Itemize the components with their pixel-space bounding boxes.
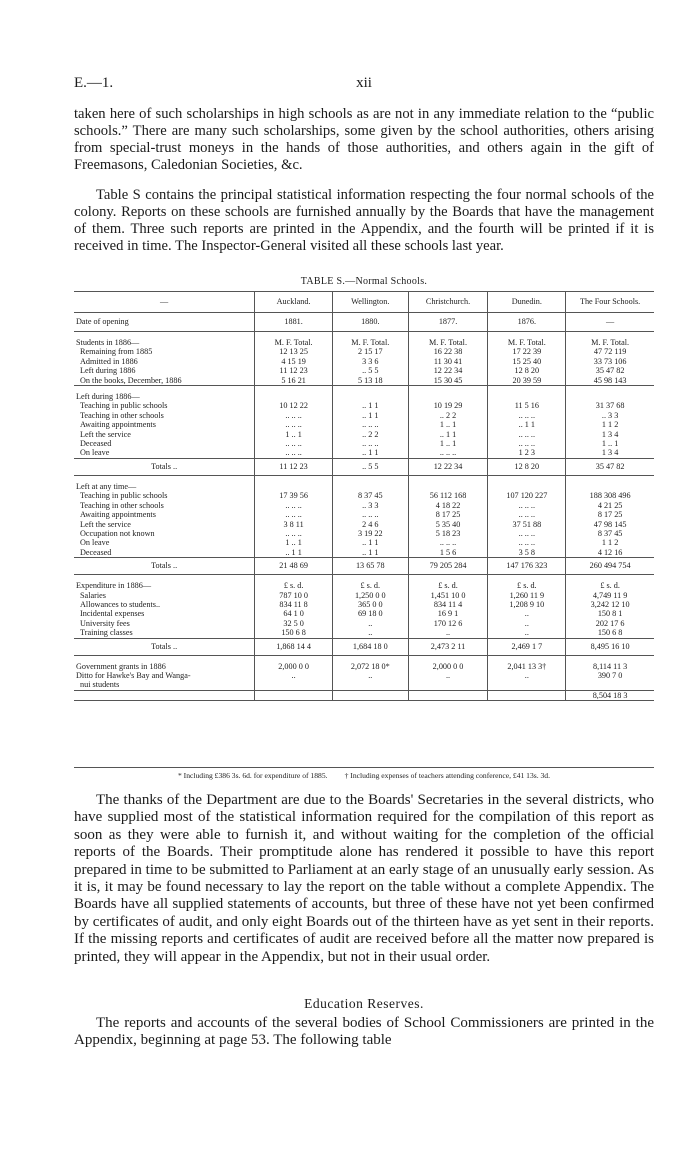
- cell-1: 1,250 0 0: [332, 591, 408, 600]
- row-label: Allowances to students..: [80, 599, 161, 609]
- left-any-time-row: [74, 510, 654, 519]
- page-number: xii: [356, 75, 372, 91]
- cell-2: .. .. ..: [408, 538, 488, 547]
- cell-0: [255, 392, 333, 401]
- students-row: [74, 376, 654, 386]
- cell-0: 2,000 0 0: [255, 662, 333, 671]
- left-any-time-row: [74, 529, 654, 538]
- cell-1: 1,684 18 0: [332, 638, 408, 655]
- cell-3: ..: [488, 619, 566, 628]
- cell-0: 1,868 14 4: [255, 638, 333, 655]
- cell-3: ..: [488, 628, 566, 638]
- left-during-row: [74, 430, 654, 439]
- cell-0: .. .. ..: [255, 411, 333, 420]
- cell-3: ..: [488, 609, 566, 618]
- cell-2: 5 35 40: [408, 520, 488, 529]
- cell-3: 17 22 39: [488, 347, 566, 356]
- cell-2: 11 30 41: [408, 357, 488, 366]
- cell-4: 1 3 4: [566, 430, 654, 439]
- row-label: Awaiting appointments: [80, 510, 156, 520]
- cell-3: 37 51 88: [488, 520, 566, 529]
- cell-1: 2 15 17: [332, 347, 408, 356]
- cell-2: 2,473 2 11: [408, 638, 488, 655]
- cell-4: 47 72 119: [566, 347, 654, 356]
- cell-2: 834 11 4: [408, 600, 488, 609]
- paragraph-scholarships: taken here of such scholarships in high schools as are not in any immediate relation to the “public schools.” There are many such scholarships, some given by the school authorities, others arising from special-trust moneys in the hands of those authorities, and others again in the gift of Freemasons, Caledonian Societies, &c.: [74, 106, 654, 173]
- cell-3: [488, 482, 566, 491]
- cell-2: 12 22 34: [408, 458, 488, 475]
- cell-0: .. .. ..: [255, 510, 333, 519]
- expenditure-row: [74, 600, 654, 609]
- cell-4: 3,242 12 10: [566, 600, 654, 609]
- row-label: Government grants in 1886: [76, 661, 166, 671]
- cell-4: 47 98 145: [566, 520, 654, 529]
- footnote-star: * Including £386 3s. 6d. for expenditure of 1885.: [177, 771, 328, 780]
- expenditure-row: [74, 609, 654, 618]
- cell-4: 31 37 68: [566, 401, 654, 410]
- row-label: On leave: [80, 538, 110, 548]
- cell-1: .. .. ..: [332, 439, 408, 448]
- cell-2: ..: [408, 671, 488, 680]
- row-label: Left during 1886: [80, 366, 136, 376]
- table-caption: TABLE S.—Normal Schools.: [300, 276, 428, 287]
- left-any-time-row: [74, 548, 654, 558]
- cell-0: 32 5 0: [255, 619, 333, 628]
- empty-cell: [74, 690, 255, 700]
- cell-0: £ s. d.: [255, 581, 333, 590]
- cell-1: .. 5 5: [332, 458, 408, 475]
- students-row: [74, 338, 654, 347]
- cell-2: £ s. d.: [408, 581, 488, 590]
- cell-3: 2,041 13 3†: [488, 662, 566, 671]
- report-code: E.—1.: [74, 75, 114, 91]
- expenditure-row: [74, 581, 654, 590]
- cell-2: .. .. ..: [408, 448, 488, 458]
- column-header: Christchurch.: [408, 292, 488, 313]
- cell-2: 170 12 6: [408, 619, 488, 628]
- grants-row: [74, 662, 654, 671]
- cell-3: [488, 680, 566, 690]
- cell-3: 1,260 11 9: [488, 591, 566, 600]
- cell-4: 1 .. 1: [566, 439, 654, 448]
- cell-1: .. .. ..: [332, 420, 408, 429]
- paragraph-table-s-intro: Table S contains the principal statistical information respecting the four normal schools of the colony. Reports on these schools are furnished annually by the Boards that have the management of them. Three such reports are printed in the Appendix, and the fourth will be printed if it is received in time. The Inspector-General visited all these schools last year.: [74, 187, 654, 254]
- paragraph-thanks: The thanks of the Department are due to the Boards' Secretaries in the several districts, who have supplied most of the statistical information required for the compilation of this report as soon as they were able to furnish it, and without waiting for the completion of the official reports of the Boards. Their promptitude alone has rendered it possible to have this report prepared in time to be submitted to Parliament at an early stage of an unusually early session. As it is, it may be found necessary to lay the report on the table without a complete Appendix. The Boards have all supplied statements of accounts, but three of these have not yet been confirmed by certificates of audit, and only eight Boards out of the thirteen have as yet sent in their reports. If the missing reports and certificates of audit are received before all the matter now prepared is printed, they will appear in the Appendix, but not in their usual order.: [74, 792, 654, 965]
- row-label: Admitted in 1886: [80, 356, 138, 366]
- cell-3: £ s. d.: [488, 581, 566, 590]
- students-row: [74, 357, 654, 366]
- cell-0: 1881.: [255, 313, 333, 332]
- cell-4: 188 308 496: [566, 491, 654, 500]
- cell-0: 17 39 56: [255, 491, 333, 500]
- cell-3: 3 5 8: [488, 548, 566, 558]
- cell-4: —: [566, 313, 654, 332]
- row-label: Teaching in public schools: [80, 491, 168, 501]
- cell-2: 4 18 22: [408, 501, 488, 510]
- column-header: The Four Schools.: [566, 292, 654, 313]
- cell-3: .. .. ..: [488, 501, 566, 510]
- cell-1: [332, 392, 408, 401]
- left-during-row: [74, 439, 654, 448]
- empty-cell: [488, 690, 566, 700]
- cell-1: M. F. Total.: [332, 338, 408, 347]
- students-row: [74, 347, 654, 356]
- row-label: Left the service: [80, 429, 131, 439]
- cell-4: [566, 680, 654, 690]
- cell-1: 13 65 78: [332, 558, 408, 575]
- grand-total-value: 8,504 18 3: [566, 690, 654, 700]
- footnote-rule: [74, 767, 654, 768]
- cell-4: 4 21 25: [566, 501, 654, 510]
- normal-schools-table: [74, 291, 654, 701]
- grants-row: [74, 680, 654, 690]
- row-label: On leave: [74, 448, 255, 458]
- cell-3: 1 2 3: [488, 448, 566, 458]
- row-label: Teaching in other schools: [80, 410, 164, 420]
- cell-0: [255, 482, 333, 491]
- cell-3: .. .. ..: [488, 510, 566, 519]
- cell-0: 4 15 19: [255, 357, 333, 366]
- row-label: Totals ..: [74, 638, 255, 655]
- cell-0: 150 6 8: [255, 628, 333, 638]
- cell-4: 1 1 2: [566, 420, 654, 429]
- expenditure-row: [74, 628, 654, 638]
- section-heading: Education Reserves.: [304, 996, 424, 1011]
- cell-3: .. .. ..: [488, 538, 566, 547]
- cell-4: 35 47 82: [566, 458, 654, 475]
- expenditure-row: [74, 591, 654, 600]
- cell-4: 8 37 45: [566, 529, 654, 538]
- cell-3: M. F. Total.: [488, 338, 566, 347]
- cell-1: 2 4 6: [332, 520, 408, 529]
- left-any-time-row: [74, 491, 654, 500]
- cell-1: .. 1 1: [332, 401, 408, 410]
- column-header: Auckland.: [255, 292, 333, 313]
- cell-3: [488, 392, 566, 401]
- left-during-row: [74, 448, 654, 458]
- cell-1: ..: [332, 619, 408, 628]
- cell-2: 79 205 284: [408, 558, 488, 575]
- cell-4: .. 3 3: [566, 411, 654, 420]
- cell-0: 10 12 22: [255, 401, 333, 410]
- row-label: Teaching in other schools: [80, 500, 164, 510]
- table-footnotes: [74, 771, 654, 780]
- row-label: Ditto for Hawke's Bay and Wanga-: [76, 670, 191, 680]
- row-label: Deceased: [80, 439, 112, 449]
- cell-2: 15 30 45: [408, 376, 488, 386]
- cell-4: M. F. Total.: [566, 338, 654, 347]
- grand-total-row: [74, 690, 654, 700]
- cell-0: 5 16 21: [255, 376, 333, 386]
- left-during-row: [74, 411, 654, 420]
- cell-3: 1,208 9 10: [488, 600, 566, 609]
- totals-row: [74, 458, 654, 475]
- cell-1: [332, 680, 408, 690]
- cell-1: £ s. d.: [332, 581, 408, 590]
- row-label: Salaries: [80, 590, 106, 600]
- left-any-time-row: [74, 520, 654, 529]
- cell-1: 365 0 0: [332, 600, 408, 609]
- cell-2: .. 1 1: [408, 430, 488, 439]
- row-label: Remaining from 1885: [80, 347, 153, 357]
- empty-cell: [255, 690, 333, 700]
- totals-row: [74, 558, 654, 575]
- row-label: Left the service: [80, 519, 131, 529]
- left-during-row: [74, 401, 654, 410]
- row-label: Awaiting appointments: [80, 420, 156, 430]
- cell-4: [566, 482, 654, 491]
- cell-1: 5 13 18: [332, 376, 408, 386]
- cell-1: .. 2 2: [332, 430, 408, 439]
- page-header: [74, 75, 654, 95]
- row-label: Totals ..: [74, 558, 255, 575]
- cell-2: 16 22 38: [408, 347, 488, 356]
- cell-4: 8,495 16 10: [566, 638, 654, 655]
- cell-3: 147 176 323: [488, 558, 566, 575]
- row-label: Teaching in public schools: [80, 401, 168, 411]
- table-header-row: [74, 292, 654, 313]
- row-label: Incidental expenses: [80, 609, 145, 619]
- row-label: Left at any time—: [76, 481, 137, 491]
- cell-4: 1 1 2: [566, 538, 654, 547]
- cell-1: .. .. ..: [332, 510, 408, 519]
- expenditure-row: [74, 619, 654, 628]
- column-header: Dunedin.: [488, 292, 566, 313]
- cell-4: 150 6 8: [566, 628, 654, 638]
- cell-4: 150 8 1: [566, 609, 654, 618]
- cell-3: 15 25 40: [488, 357, 566, 366]
- cell-0: 12 13 25: [255, 347, 333, 356]
- cell-4: 35 47 82: [566, 366, 654, 375]
- cell-3: 107 120 227: [488, 491, 566, 500]
- cell-0: ..: [255, 671, 333, 680]
- row-label: Deceased: [74, 548, 255, 558]
- cell-2: 8 17 25: [408, 510, 488, 519]
- cell-0: [255, 680, 333, 690]
- cell-1: ..: [332, 628, 408, 638]
- cell-1: ..: [332, 671, 408, 680]
- cell-3: 12 8 20: [488, 458, 566, 475]
- cell-4: £ s. d.: [566, 581, 654, 590]
- row-label: Expenditure in 1886—: [76, 581, 152, 591]
- cell-2: [408, 680, 488, 690]
- cell-3: ..: [488, 671, 566, 680]
- cell-1: .. 1 1: [332, 411, 408, 420]
- row-label: On the books, December, 1886: [74, 376, 255, 386]
- cell-2: 56 112 168: [408, 491, 488, 500]
- cell-3: .. .. ..: [488, 430, 566, 439]
- cell-4: 260 494 754: [566, 558, 654, 575]
- cell-0: 3 8 11: [255, 520, 333, 529]
- cell-2: [408, 392, 488, 401]
- row-label: Date of opening: [74, 313, 255, 332]
- cell-0: .. .. ..: [255, 420, 333, 429]
- cell-0: 1 .. 1: [255, 538, 333, 547]
- cell-3: 1876.: [488, 313, 566, 332]
- cell-2: .. 2 2: [408, 411, 488, 420]
- cell-2: 1 .. 1: [408, 439, 488, 448]
- cell-3: .. .. ..: [488, 439, 566, 448]
- grants-row: [74, 671, 654, 680]
- cell-0: .. .. ..: [255, 439, 333, 448]
- date-of-opening-row: [74, 313, 654, 332]
- cell-2: 1 .. 1: [408, 420, 488, 429]
- cell-3: 11 5 16: [488, 401, 566, 410]
- row-label: Occupation not known: [80, 528, 155, 538]
- cell-2: 1877.: [408, 313, 488, 332]
- cell-4: 390 7 0: [566, 671, 654, 680]
- empty-cell: [408, 690, 488, 700]
- cell-0: 64 1 0: [255, 609, 333, 618]
- cell-4: 4,749 11 9: [566, 591, 654, 600]
- totals-row: [74, 638, 654, 655]
- cell-1: 69 18 0: [332, 609, 408, 618]
- cell-3: .. 1 1: [488, 420, 566, 429]
- column-header: —: [74, 292, 255, 313]
- cell-2: 16 9 1: [408, 609, 488, 618]
- cell-4: 202 17 6: [566, 619, 654, 628]
- cell-0: M. F. Total.: [255, 338, 333, 347]
- footnote-dagger: † Including expenses of teachers attending conference, £41 13s. 3d.: [344, 771, 550, 780]
- cell-1: .. 1 1: [332, 548, 408, 558]
- cell-0: 787 10 0: [255, 591, 333, 600]
- cell-0: 11 12 23: [255, 366, 333, 375]
- cell-0: 11 12 23: [255, 458, 333, 475]
- cell-4: [566, 392, 654, 401]
- cell-2: 10 19 29: [408, 401, 488, 410]
- empty-cell: [332, 690, 408, 700]
- cell-3: 12 8 20: [488, 366, 566, 375]
- cell-4: 8,114 11 3: [566, 662, 654, 671]
- cell-2: 1,451 10 0: [408, 591, 488, 600]
- row-label: nui students: [74, 680, 255, 690]
- row-label: Left during 1886—: [76, 392, 140, 402]
- left-during-row: [74, 392, 654, 401]
- cell-4: 1 3 4: [566, 448, 654, 458]
- cell-2: 1 5 6: [408, 548, 488, 558]
- cell-3: 20 39 59: [488, 376, 566, 386]
- row-label: Training classes: [74, 628, 255, 638]
- cell-0: .. .. ..: [255, 501, 333, 510]
- cell-1: 8 37 45: [332, 491, 408, 500]
- cell-2: M. F. Total.: [408, 338, 488, 347]
- cell-4: 4 12 16: [566, 548, 654, 558]
- cell-1: .. 3 3: [332, 501, 408, 510]
- cell-2: 12 22 34: [408, 366, 488, 375]
- cell-1: .. 5 5: [332, 366, 408, 375]
- row-label: Totals ..: [74, 458, 255, 475]
- cell-0: 1 .. 1: [255, 430, 333, 439]
- cell-1: .. 1 1: [332, 538, 408, 547]
- cell-2: [408, 482, 488, 491]
- cell-1: 2,072 18 0*: [332, 662, 408, 671]
- cell-0: 21 48 69: [255, 558, 333, 575]
- left-during-row: [74, 420, 654, 429]
- left-any-time-row: [74, 501, 654, 510]
- cell-0: .. 1 1: [255, 548, 333, 558]
- paragraph-reserves: The reports and accounts of the several bodies of School Commissioners are printed in the Appendix, beginning at page 53. The following table: [74, 1015, 654, 1049]
- cell-1: 3 19 22: [332, 529, 408, 538]
- students-row: [74, 366, 654, 375]
- cell-0: 834 11 8: [255, 600, 333, 609]
- cell-2: 2,000 0 0: [408, 662, 488, 671]
- cell-1: 1880.: [332, 313, 408, 332]
- row-label: University fees: [80, 618, 130, 628]
- cell-0: .. .. ..: [255, 529, 333, 538]
- cell-2: ..: [408, 628, 488, 638]
- cell-2: 5 18 23: [408, 529, 488, 538]
- column-header: Wellington.: [332, 292, 408, 313]
- cell-0: .. .. ..: [255, 448, 333, 458]
- cell-3: 2,469 1 7: [488, 638, 566, 655]
- cell-1: [332, 482, 408, 491]
- cell-4: 8 17 25: [566, 510, 654, 519]
- cell-4: 45 98 143: [566, 376, 654, 386]
- cell-3: .. .. ..: [488, 529, 566, 538]
- left-any-time-row: [74, 482, 654, 491]
- left-any-time-row: [74, 538, 654, 547]
- row-label: Students in 1886—: [76, 338, 140, 347]
- cell-1: .. 1 1: [332, 448, 408, 458]
- cell-4: 33 73 106: [566, 357, 654, 366]
- cell-1: 3 3 6: [332, 357, 408, 366]
- cell-3: .. .. ..: [488, 411, 566, 420]
